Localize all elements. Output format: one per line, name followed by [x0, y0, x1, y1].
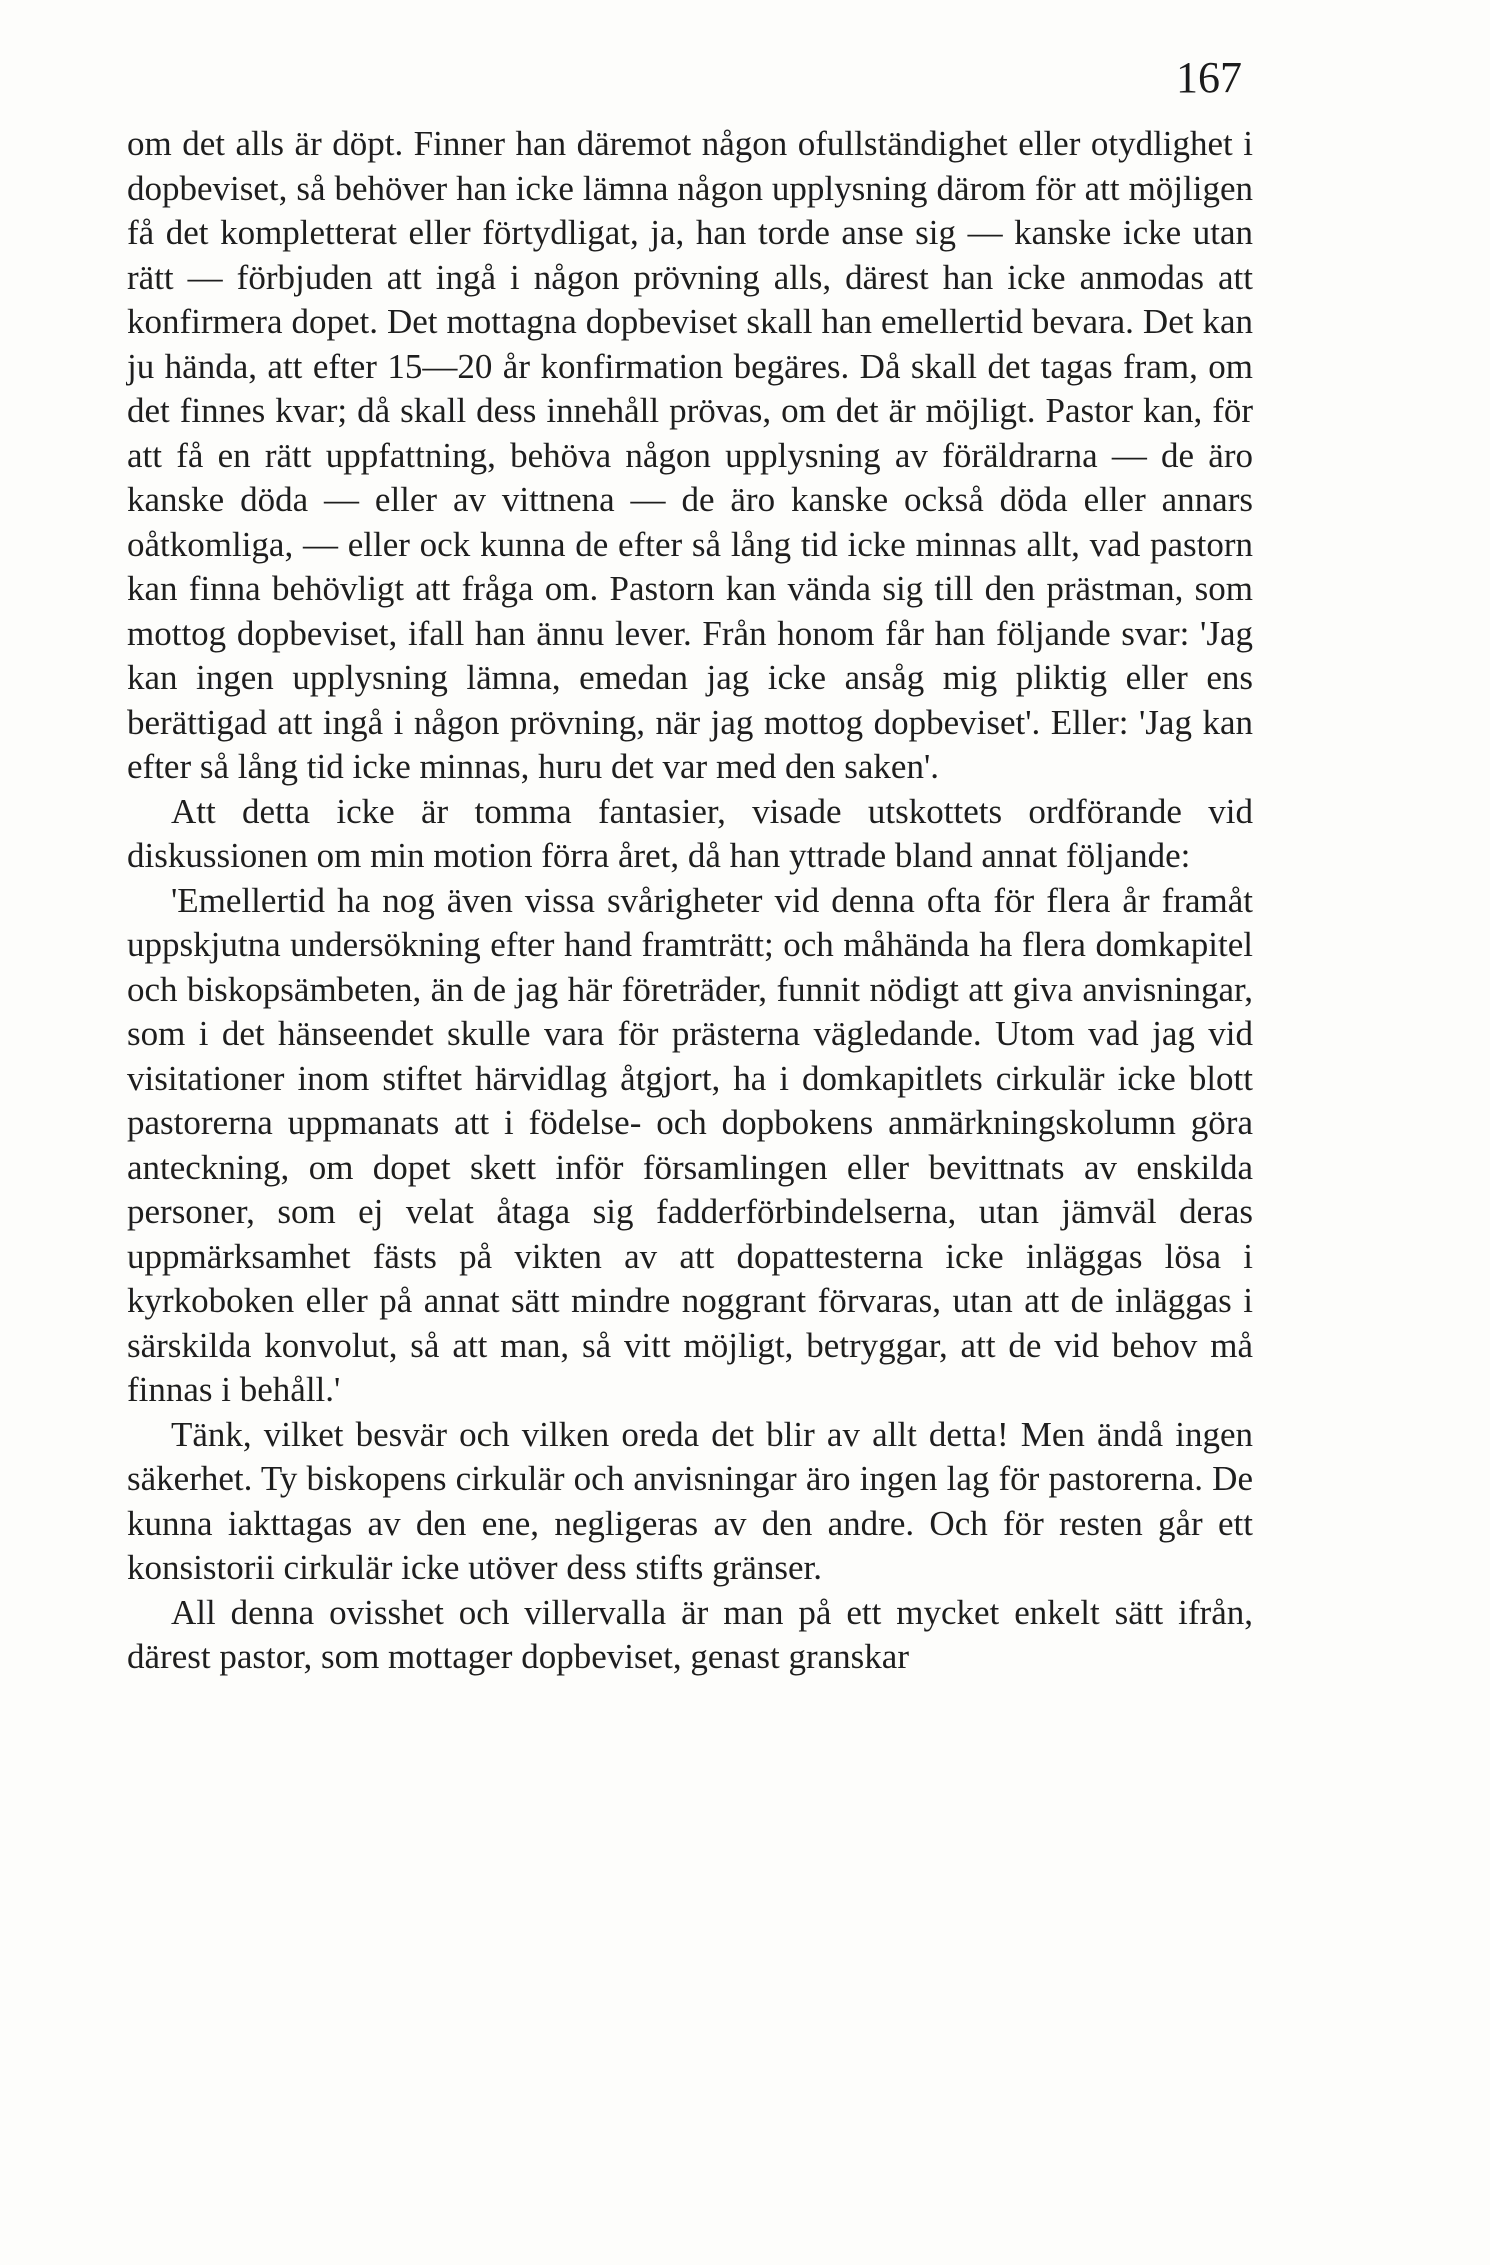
- paragraph-1: om det alls är döpt. Finner han däremot någon ofullständighet eller otydlighet i dopbeviset, så behöver han icke lämna någon upplysning därom för att möjligen få det kompletterat eller förtydligat, ja, han torde anse sig — kanske icke utan rätt — förbjuden att ingå i någon prövning alls, därest han icke anmodas att konfirmera dopet. Det mottagna dopbeviset skall han emellertid bevara. Det kan ju hända, att efter 15—20 år konfirmation begäres. Då skall det tagas fram, om det finnes kvar; då skall dess innehåll prövas, om det är möjligt. Pastor kan, för att få en rätt uppfattning, behöva någon upplysning av föräldrarna — de äro kanske döda — eller av vittnena — de äro kanske också döda eller annars oåtkomliga, — eller ock kunna de efter så lång tid icke minnas allt, vad pastorn kan finna behövligt att fråga om. Pastorn kan vända sig till den prästman, som mottog dopbeviset, ifall han ännu lever. Från honom får han följande svar: 'Jag kan ingen upplysning lämna, emedan jag icke ansåg mig pliktig eller ens berättigad att ingå i någon prövning, när jag mottog dopbeviset'. Eller: 'Jag kan efter så lång tid icke minnas, huru det var med den saken'.: [127, 124, 1253, 786]
- paragraph-2: Att detta icke är tomma fantasier, visade utskottets ordförande vid diskussionen om min motion förra året, då han yttrade bland annat följande:: [127, 791, 1253, 875]
- body-text: [127, 122, 1253, 1680]
- paragraph-4: Tänk, vilket besvär och vilken oreda det blir av allt detta! Men ändå ingen säkerhet. Ty biskopens cirkulär och anvisningar äro ingen lag för pastorerna. De kunna iakttagas av den ene, negligeras av den andre. Och för resten går ett konsistorii cirkulär icke utöver dess stifts gränser.: [127, 1414, 1253, 1587]
- quoted-paragraph: 'Emellertid ha nog även vissa svårigheter vid denna ofta för flera år framåt uppskjutna undersökning efter hand framträtt; och måhända ha flera domkapitel och biskopsämbeten, än de jag här företräder, funnit nödigt att giva anvisningar, som i det hänseendet skulle vara för prästerna vägledande. Utom vad jag vid visitationer inom stiftet härvidlag åtgjort, ha i domkapitlets cirkulär icke blott pastorerna uppmanats att i födelse- och dopbokens anmärkningskolumn göra anteckning, om dopet skett inför församlingen eller bevittnats av enskilda personer, som ej velat åtaga sig fadderförbindelserna, utan jämväl deras uppmärksamhet fästs på vikten av att dopattesterna icke inläggas lösa i kyrkoboken eller på annat sätt mindre noggrant förvaras, utan att de inläggas i särskilda konvolut, så att man, så vitt möjligt, betryggar, att de vid behov må finnas i behåll.': [127, 880, 1253, 1409]
- paragraph-5: All denna ovisshet och villervalla är man på ett mycket enkelt sätt ifrån, därest pastor, som mottager dopbeviset, genast granskar: [127, 1592, 1253, 1676]
- page-number: 167: [1176, 53, 1242, 102]
